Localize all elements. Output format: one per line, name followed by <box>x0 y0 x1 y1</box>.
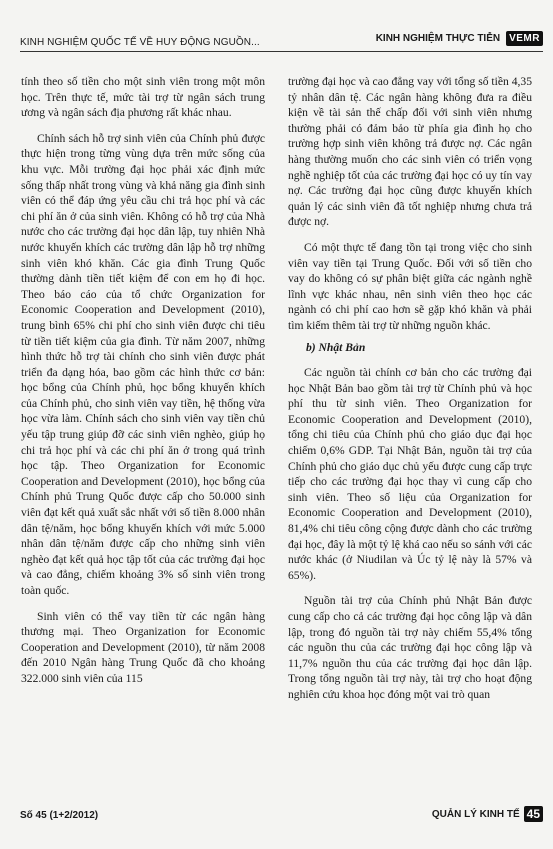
paragraph: Sinh viên có thể vay tiền từ các ngân hàng thương mại. Theo Organization for Economic Cooperation and Development (2010), từ năm 2008 đến 2010 Ngân hàng Trung Quốc đã cho khoảng 322.000 sinh viên của 115 <box>21 609 265 685</box>
left-column <box>21 74 265 687</box>
paragraph: Chính sách hỗ trợ sinh viên của Chính phủ được thực hiện trong từng vùng dựa trên mức sống của khu vực. Mỗi trường đại học phải xác định mức sống thấp nhất trong vùng và khả năng gia đình sinh viên có thể đáp ứng yêu cầu chi trả học phí và các chi phí ăn ở của sinh viên. Không có hỗ trợ của Nhà nước cho các trường đại học dân lập, tuy nhiên Nhà nước khuyến khích các trường dân lập hỗ trợ những sinh viên khó khăn. Các gia đình Trung Quốc thường dành tiền tiết kiệm để con em họ đi học. Theo báo cáo của tổ chức Organization for Economic Cooperation and Development (2010), trung bình 65% chi phí cho sinh viên được chi tiêu từ tiền tiết kiệm của gia đình. Từ năm 2007, những hình thức hỗ trợ tài chính cho sinh viên được phát triển đa dạng hóa, bao gồm các hình thức cơ bản: học bổng của Chính phủ, học bổng khuyến khích của Chính phủ, cho sinh viên vay tiền, hệ thống vừa học vừa làm. Chính sách cho sinh viên vay tiền chủ yếu tập trung giúp đỡ các sinh viên nghèo, giúp họ chi trả học phí và các chi phí ăn ở trong quá trình học tập. Theo Organization for Economic Cooperation and Development (2010), học bổng của Chính phủ Trung Quốc được cấp cho 50.000 sinh viên đạt kết quả xuất sắc nhất với số tiền 8.000 nhân dân tệ/năm, học bổng khuyến khích với mức 5.000 nhân dân tệ/năm được cấp cho những sinh viên nghèo đạt kết quả học tập tốt của các trường đại học và cao đẳng, chiếm khoảng 3% số sinh viên trong toàn quốc. <box>21 131 265 597</box>
journal-logo: VEMR <box>506 31 543 46</box>
page-header <box>20 27 543 49</box>
page-footer <box>20 806 543 826</box>
section-title: KINH NGHIỆM THỰC TIỄN <box>375 33 501 44</box>
footer-journal <box>432 806 543 822</box>
page-number: 45 <box>524 806 543 822</box>
paragraph: Các nguồn tài chính cơ bản cho các trường đại học Nhật Bản bao gồm tài trợ từ Chính phủ và học phí thu từ sinh viên. Theo Organization for Economic Cooperation and Development (2010), tổng chi tiêu của Chính phủ cho giáo dục đại học chiếm 0,6% GDP. Tại Nhật Bản, nguồn tài trợ của Chính phủ cho giáo dục chủ yếu được cung cấp trực tiếp cho các trường đại học thay vì cung cấp cho sinh viên. Theo số liệu của Organization for Economic Cooperation and Development (2010), 81,4% chi tiêu công cộng được dành cho các trường đại học, đây là một tỷ lệ khá cao nếu so sánh với các nước khác (ở Niudilan và Úc tỷ lệ này là 57% và 65%). <box>288 366 532 582</box>
paragraph: Nguồn tài trợ của Chính phủ Nhật Bản được cung cấp cho cả các trường đại học công lập và dân lập, trong đó nguồn tài trợ này chiếm 55,4% tổng các nguồn thu của các trường đại học công lập và 11,7% nguồn thu của các trường đại học dân lập. Trong tổng nguồn tài trợ này, tài trợ cho hoạt động nghiên cứu khoa học đóng một vai trò quan <box>288 594 532 701</box>
paragraph: tính theo số tiền cho một sinh viên trong một môn học. Trên thực tế, mức tài trợ từ ngân sách trung ương và ngân sách địa phương rất khác nhau. <box>21 75 265 120</box>
issue-number: Số 45 (1+2/2012) <box>20 810 99 821</box>
section-label <box>376 31 543 46</box>
paragraph: Có một thực tế đang tồn tại trong việc cho sinh viên vay tiền tại Trung Quốc. Đối với số tiền cho vay do không có sự phân biệt giữa các ngành nghề lĩnh vực khác nhau, nên sinh viên theo học các ngành có chi phí cao hơn sẽ gặp khó khăn và phải tìm kiếm thêm tài trợ từ những nguồn khác. <box>288 240 532 332</box>
paragraph: trường đại học và cao đẳng vay với tổng số tiền 4,35 tỷ nhân dân tệ. Các ngân hàng không đưa ra điều kiện về tài sản thế chấp đối với sinh viên nhưng thường phải có đảm bảo từ phía gia đình họ cho trường hợp sinh viên không trả được nợ. Các ngân hàng thường muốn cho các sinh viên có triển vọng nghề nghiệp tốt của các trường đại học có uy tín vay nợ. Các trường đại học cũng được khuyến khích quản lý các sinh viên đã tốt nghiệp nhưng chưa trả được nợ. <box>288 75 532 229</box>
running-title: KINH NGHIỆM QUỐC TẾ VỀ HUY ĐỘNG NGUỒN... <box>20 37 260 48</box>
header-divider <box>20 51 543 52</box>
right-column <box>288 74 532 703</box>
section-subheading: b) Nhật Bản <box>306 340 366 354</box>
journal-name: QUẢN LÝ KINH TẾ <box>431 808 520 820</box>
